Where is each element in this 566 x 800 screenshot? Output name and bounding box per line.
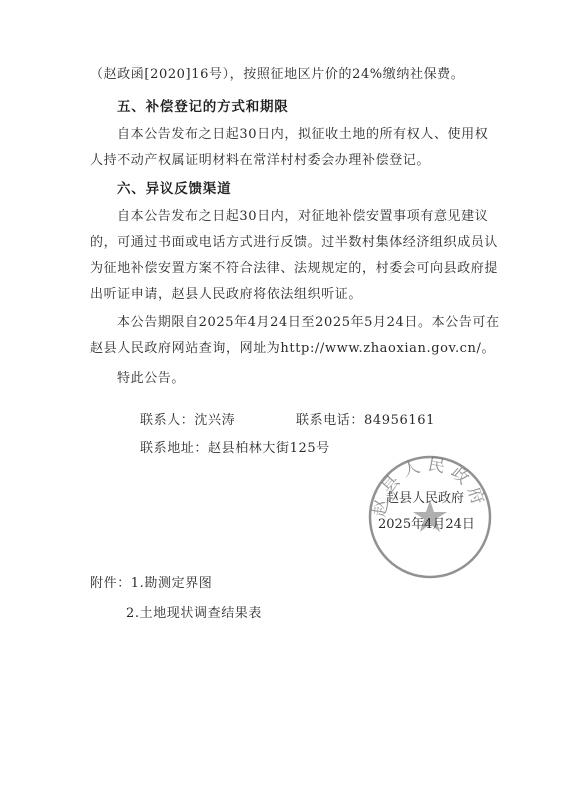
paragraph-period-line-2: 赵县人民政府网站查询，网址为http://www.zhaoxian.gov.cn/。 — [90, 341, 496, 356]
paragraph-feedback-line-4: 出听证申请，赵县人民政府将依法组织听证。 — [90, 287, 363, 302]
paragraph-registration-line-1: 自本公告发布之日起30日内，拟征收土地的所有权人、使用权 — [117, 127, 489, 142]
paragraph-feedback-line-3: 为征地补偿安置方案不符合法律、法规规定的，村委会可向县政府提 — [90, 261, 499, 276]
contact-address: 联系地址：赵县柏林大街125号 — [140, 441, 330, 456]
paragraph-registration-line-2: 人持不动产权属证明材料在常洋村村委会办理补偿登记。 — [90, 153, 431, 168]
paragraph-feedback-line-2: 的，可通过书面或电话方式进行反馈。过半数村集体经济组织成员认 — [90, 235, 499, 250]
section-heading-6: 六、异议反馈渠道 — [117, 181, 232, 197]
section-heading-5: 五、补偿登记的方式和期限 — [117, 99, 289, 115]
paragraph-social-security: （赵政函[2020]16号），按照征地区片价的24%缴纳社保费。 — [90, 67, 465, 82]
contact-person: 联系人：沈兴涛 — [140, 413, 236, 428]
contact-phone: 联系电话：84956161 — [296, 413, 435, 428]
paragraph-feedback-line-1: 自本公告发布之日起30日内，对征地补偿安置事项有意见建议 — [117, 209, 489, 224]
attachments-label: 附件：1.勘测定界图 — [90, 576, 213, 591]
issue-date: 2025年4月24日 — [378, 517, 475, 532]
seal-text: 赵县人民政府 — [369, 454, 490, 519]
issuer-name: 赵县人民政府 — [386, 491, 465, 506]
attachment-item-2: 2.土地现状调查结果表 — [126, 606, 263, 621]
paragraph-period-line-1: 本公告期限自2025年4月24日至2025年5月24日。本公告可在 — [117, 315, 500, 330]
closing-text: 特此公告。 — [117, 371, 186, 386]
